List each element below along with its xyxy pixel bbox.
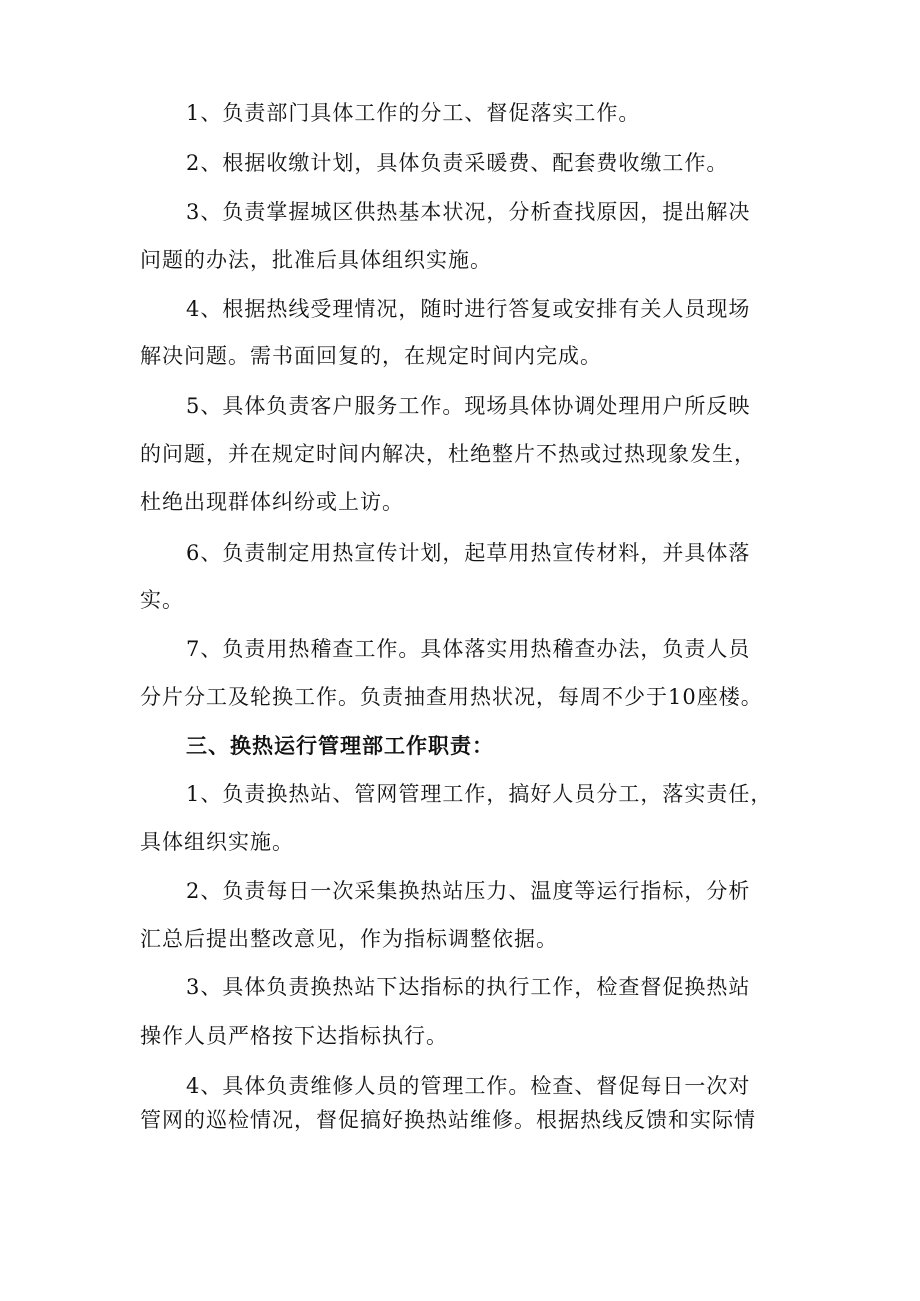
paragraph-line: 7、负责用热稽查工作。具体落实用热稽查办法，负责人员 xyxy=(186,637,751,661)
paragraph-line: 2、负责每日一次采集换热站压力、温度等运行指标，分析 xyxy=(186,879,751,903)
paragraph-line: 问题的办法，批准后具体组织实施。 xyxy=(140,248,492,272)
paragraph-line: 6、负责制定用热宣传计划，起草用热宣传材料，并具体落 xyxy=(186,541,751,565)
paragraph-line: 2、根据收缴计划，具体负责采暖费、配套费收缴工作。 xyxy=(186,151,729,175)
paragraph-line: 3、具体负责换热站下达指标的执行工作，检查督促换热站 xyxy=(186,975,751,999)
paragraph-line: 操作人员严格按下达指标执行。 xyxy=(140,1024,448,1048)
paragraph-line: 分片分工及轮换工作。负责抽查用热状况，每周不少于10座楼。 xyxy=(140,685,763,709)
paragraph-line: 杜绝出现群体纠纷或上访。 xyxy=(140,490,404,514)
paragraph-line: 4、具体负责维修人员的管理工作。检查、督促每日一次对 xyxy=(186,1074,751,1098)
paragraph-line: 4、根据热线受理情况，随时进行答复或安排有关人员现场 xyxy=(186,297,751,321)
paragraph-line: 3、负责掌握城区供热基本状况，分析查找原因，提出解决 xyxy=(186,200,751,224)
section-heading: 三、换热运行管理部工作职责： xyxy=(186,734,494,758)
paragraph-line: 管网的巡检情况，督促搞好换热站维修。根据热线反馈和实际情 xyxy=(140,1108,756,1132)
paragraph-line: 的问题，并在规定时间内解决，杜绝整片不热或过热现象发生， xyxy=(140,442,756,466)
paragraph-line: 5、具体负责客户服务工作。现场具体协调处理用户所反映 xyxy=(186,394,751,418)
paragraph-line: 汇总后提出整改意见，作为指标调整依据。 xyxy=(140,927,558,951)
paragraph-line: 1、负责换热站、管网管理工作，搞好人员分工，落实责任， xyxy=(186,782,773,806)
paragraph-line: 解决问题。需书面回复的，在规定时间内完成。 xyxy=(140,344,602,368)
paragraph-line: 具体组织实施。 xyxy=(140,830,294,854)
paragraph-line: 实。 xyxy=(140,588,184,612)
paragraph-line: 1、负责部门具体工作的分工、督促落实工作。 xyxy=(186,101,641,125)
